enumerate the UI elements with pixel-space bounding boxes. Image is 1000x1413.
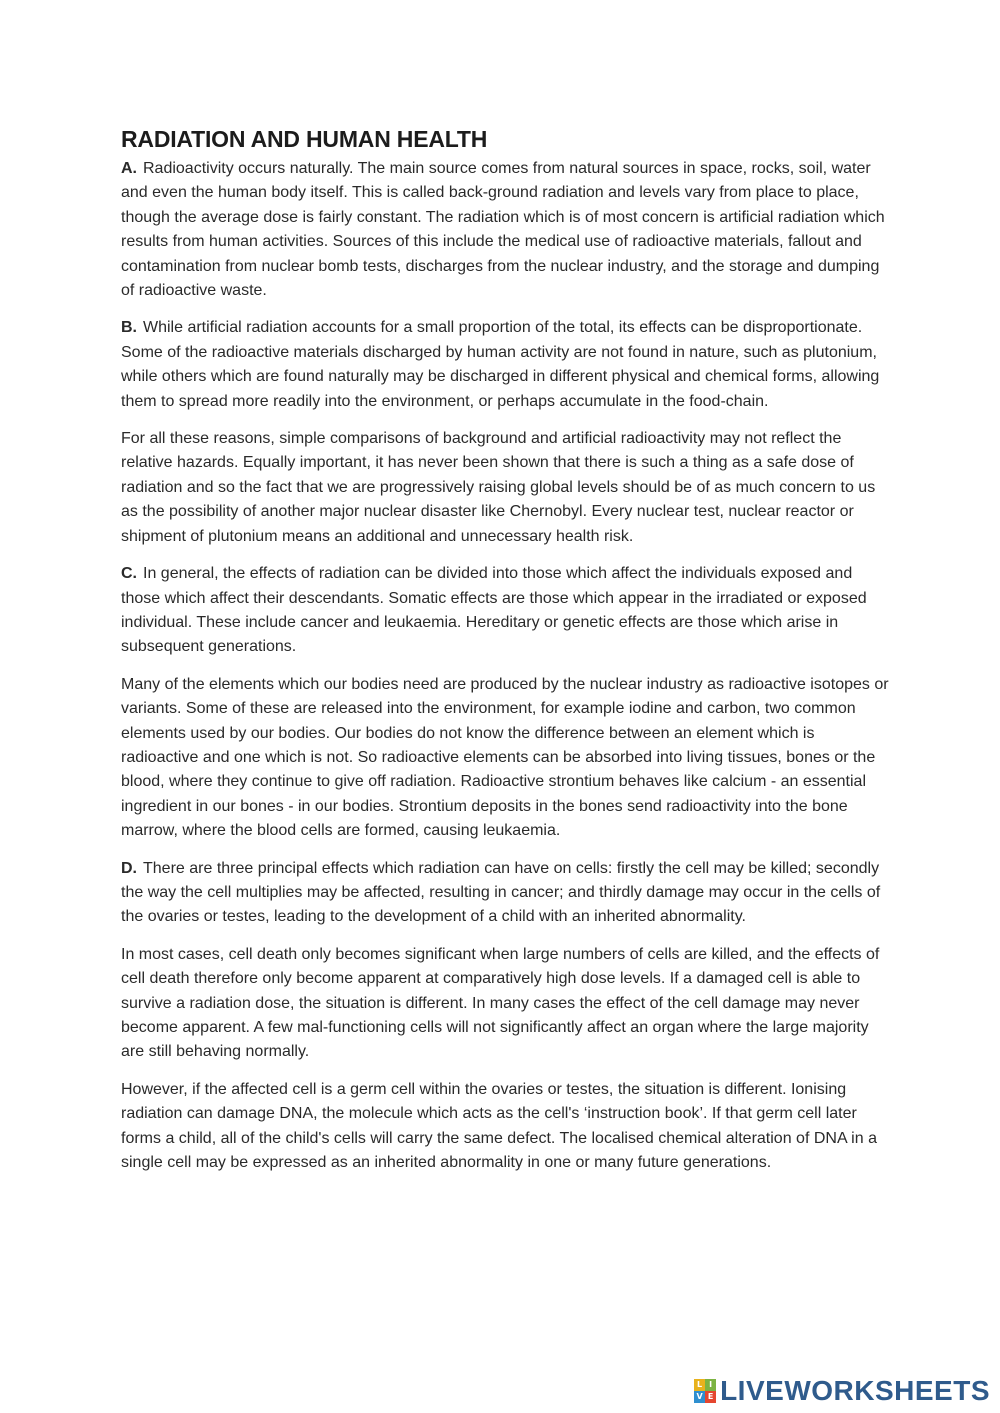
- paragraph-text: However, if the affected cell is a germ cell within the ovaries or testes, the situation is different. Ionising radiation can damage DNA, the molecule which acts as the cell's ‘instruction book’. If that germ cell later forms a child, all of the child's cells will carry the same defect. The localised chemical alteration of DNA in a single cell may be expressed as an inherited abnormality in one or many future generations.: [121, 1080, 877, 1172]
- liveworksheets-logo: [694, 1373, 990, 1409]
- paragraph-text: For all these reasons, simple comparisons of background and artificial radioactivity may not reflect the relative hazards. Equally important, it has never been shown that there is such a thing as a safe dose of radiation and so the fact that we are progressively raising global levels should be of as much concern to us as the possibility of another major nuclear disaster like Chernobyl. Every nuclear test, nuclear reactor or shipment of plutonium means an additional and unnecessary health risk.: [121, 430, 876, 545]
- paragraph-d-continued-1: [121, 943, 891, 1065]
- paragraph-text: There are three principal effects which radiation can have on cells: firstly the cell may be killed; secondly the way the cell multiplies may be affected, resulting in cancer; and thirdly damage may occur in the cells of the ovaries or testes, leading to the development of a child with an inherited abnormality.: [121, 859, 881, 926]
- mark-letter-l: L: [694, 1379, 705, 1391]
- paragraph-a: [121, 157, 891, 303]
- mark-letter-i: I: [705, 1379, 716, 1391]
- liveworksheets-text: LIVEWORKSHEETS: [720, 1375, 990, 1406]
- paragraph-d-continued-2: [121, 1078, 891, 1176]
- paragraph-text: In most cases, cell death only becomes significant when large numbers of cells are killed, and the effects of cell death therefore only become apparent at comparatively high dose levels. If a damaged cell is able to survive a radiation dose, the situation is different. In many cases the effect of the cell damage may never become apparent. A few mal-functioning cells will not significantly affect an organ where the large majority are still behaving normally.: [121, 945, 880, 1061]
- mark-letter-e: E: [705, 1391, 716, 1403]
- paragraph-text: In general, the effects of radiation can be divided into those which affect the individuals exposed and those which affect their descendants. Somatic effects are those which appear in the irradiated or exposed individual. These include cancer and leukaemia. Hereditary or genetic effects are those which arise in subsequent generations.: [121, 565, 867, 656]
- paragraph-d: [121, 857, 891, 930]
- section-letter: A.: [121, 160, 137, 177]
- paragraph-text: While artificial radiation accounts for a small proportion of the total, its effects can be disproportionate. Some of the radioactive materials discharged by human activity are not found in nature, such as plutonium, while others which are found naturally may be discharged in different physical and chemical forms, allowing them to spread more readily into the environment, or perhaps accumulate in the food-chain.: [121, 319, 880, 410]
- liveworksheets-mark-icon: [694, 1379, 716, 1403]
- paragraph-b-continued: [121, 427, 891, 549]
- paragraph-text: Radioactivity occurs naturally. The main source comes from natural sources in space, rocks, soil, water and even the human body itself. This is called back-ground radiation and levels vary from place to place, though the average dose is fairly constant. The radiation which is of most concern is artificial radiation which results from human activities. Sources of this include the medical use of radioactive materials, fallout and contamination from nuclear bomb tests, discharges from the nuclear industry, and the storage and dumping of radioactive waste.: [121, 160, 885, 300]
- section-letter: C.: [121, 565, 137, 583]
- document-page: [121, 126, 891, 1188]
- mark-letter-v: V: [694, 1391, 705, 1403]
- section-letter: B.: [121, 319, 137, 337]
- paragraph-text: Many of the elements which our bodies need are produced by the nuclear industry as radioactive isotopes or variants. Some of these are released into the environment, for example iodine and carbon, two common elements used by our bodies. Our bodies do not know the difference between an element which is radioactive and one which is not. So radioactive elements can be absorbed into living tissues, bones or the blood, where they continue to give off radiation. Radioactive strontium behaves like calcium - an essential ingredient in our bones - in our bodies. Strontium deposits in the bones send radioactivity into the bone marrow, where the blood cells are formed, causing leukaemia.: [121, 675, 889, 840]
- paragraph-c: [121, 562, 891, 660]
- paragraph-c-continued: [121, 673, 891, 844]
- section-letter: D.: [121, 859, 137, 877]
- document-title: RADIATION AND HUMAN HEALTH: [121, 126, 488, 152]
- paragraph-b: [121, 316, 891, 414]
